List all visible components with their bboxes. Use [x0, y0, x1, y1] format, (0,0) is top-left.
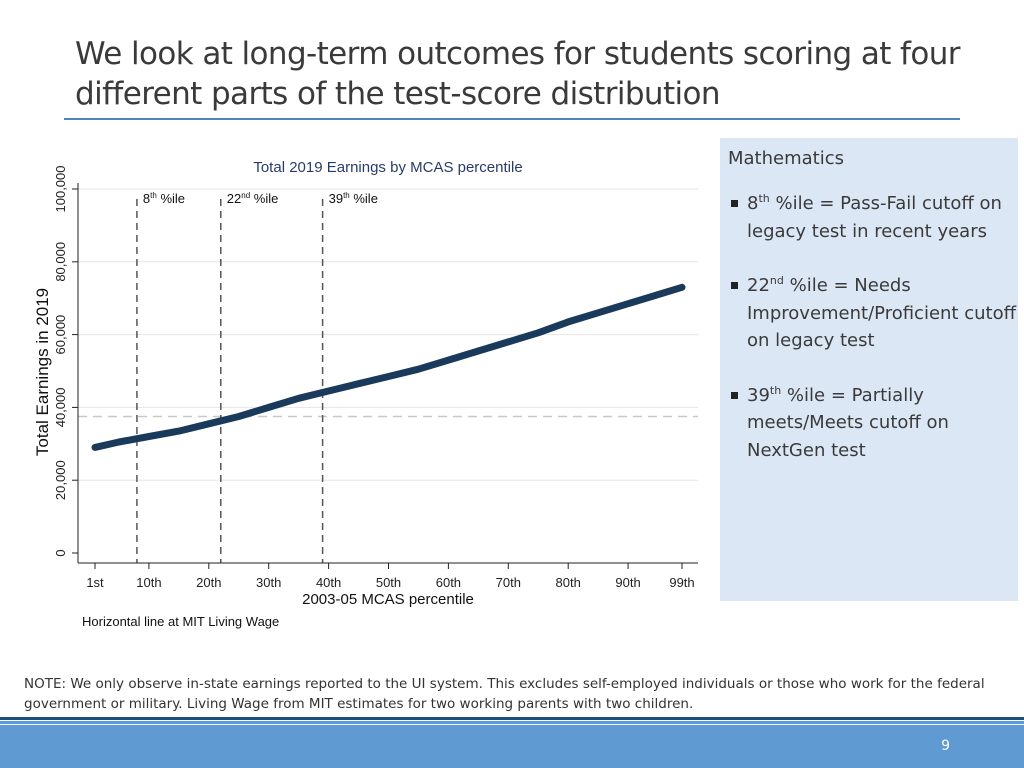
- footer-bar: [0, 725, 1024, 768]
- chart-title: Total 2019 Earnings by MCAS percentile: [253, 159, 523, 176]
- cutoff-label: 8th %ile: [142, 191, 186, 206]
- x-tick-label: 40th: [315, 575, 342, 590]
- earnings-series-line: [95, 287, 682, 447]
- x-tick-label: 30th: [256, 575, 282, 590]
- title-divider: [64, 118, 960, 120]
- cutoff-label: 39th %ile: [328, 191, 378, 206]
- x-tick-label: 80th: [555, 575, 581, 590]
- y-tick-label: 100,000: [53, 165, 68, 213]
- x-tick-label: 70th: [495, 575, 521, 590]
- bullet-number: 8: [747, 193, 759, 214]
- y-tick-label: 40,000: [53, 387, 68, 428]
- bullet-square-icon: [731, 282, 738, 289]
- bullet-8th-percentile: [728, 190, 1022, 245]
- bullet-text: %ile = Partially meets/Meets cutoff on NextGen test: [747, 384, 949, 461]
- series-layer: [95, 287, 682, 447]
- x-tick-label: 1st: [86, 575, 104, 590]
- footnote-note: NOTE: We only observe in-state earnings reported to the UI system. This excludes self-employed individuals or those who work for the federal government or military. Living Wage from MIT estimates for two working parents with two children.: [24, 676, 985, 712]
- cutoff-markers: [137, 191, 378, 563]
- bullet-39th-percentile: [728, 382, 1022, 465]
- footer-rule-dark: [0, 717, 1024, 720]
- x-tick-label: 10th: [136, 575, 162, 590]
- bullet-text: %ile = Pass-Fail cutoff on legacy test in recent years: [747, 193, 1002, 242]
- slide-title: We look at long-term outcomes for students scoring at four different parts of the test-score distribution: [75, 36, 960, 112]
- x-tick-label: 60th: [435, 575, 462, 590]
- x-tick-label: 20th: [196, 575, 222, 590]
- bullet-ordinal: th: [758, 192, 770, 205]
- y-tick-label: 60,000: [53, 314, 68, 355]
- bullet-ordinal: nd: [769, 274, 784, 287]
- bullet-number: 39: [747, 384, 770, 406]
- bullet-square-icon: [731, 392, 738, 399]
- mathematics-panel: [720, 138, 1018, 601]
- x-tick-label: 99th: [669, 575, 695, 590]
- x-tick-label: 90th: [615, 575, 641, 590]
- page-number: 9: [941, 738, 950, 754]
- bullet-square-icon: [731, 200, 738, 207]
- cutoff-label: 22nd %ile: [226, 191, 279, 206]
- y-tick-label: 0: [53, 549, 68, 557]
- y-tick-label: 80,000: [53, 241, 68, 282]
- x-axis-label: 2003-05 MCAS percentile: [302, 591, 474, 608]
- bullet-22nd-percentile: [728, 272, 1022, 355]
- gridlines: [78, 189, 698, 480]
- chart-footnote: Horizontal line at MIT Living Wage: [82, 614, 280, 629]
- y-tick-label: 20,000: [53, 460, 68, 501]
- y-axis-label: Total Earnings in 2019: [33, 287, 52, 457]
- x-tick-label: 50th: [375, 575, 402, 590]
- earnings-line-chart: [0, 140, 715, 640]
- bullet-number: 22: [747, 275, 770, 296]
- footer-rule-light: [0, 721, 1024, 724]
- panel-heading: Mathematics: [728, 148, 844, 169]
- bullet-text: %ile = Needs Improvement/Proficient cutoff on legacy test: [747, 275, 1016, 351]
- bullet-ordinal: th: [769, 383, 782, 397]
